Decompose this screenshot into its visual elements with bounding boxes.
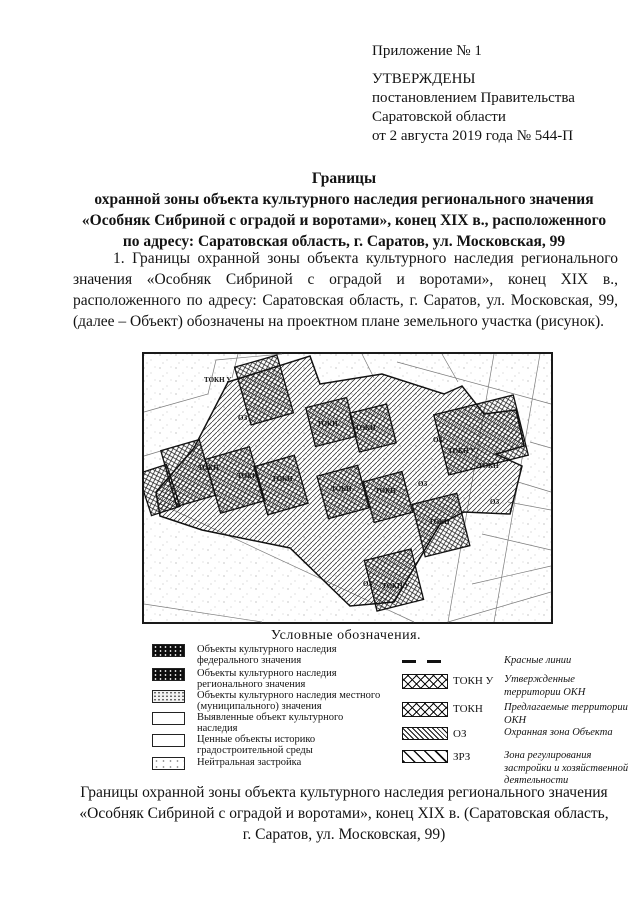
title-line: охранной зоны объекта культурного наследия регионального значения (94, 191, 594, 208)
diagonal-hatch-wide-swatch-icon (402, 750, 448, 763)
regional-okn-swatch-icon (152, 668, 185, 681)
map-label: ТОКН (331, 485, 352, 493)
title-line: по адресу: Саратовская область, г. Саратов, ул. Московская, 99 (122, 233, 566, 250)
dashed-line-icon (402, 660, 448, 663)
map-label: ТОКН (478, 462, 499, 470)
figure-caption (70, 782, 618, 845)
legend-item-oz (402, 727, 629, 740)
map-label: ТОКН У (382, 582, 410, 590)
map-label: ОЗ (433, 436, 443, 444)
diagonal-hatch-swatch-icon (402, 727, 448, 740)
legend-code: ТОКН У (453, 675, 494, 687)
body-paragraph: 1. Границы охранной зоны объекта культурного наследия регионального значения «Особняк Сибриной с оградой и воротами», конец XIX в., расположенного по адресу: Саратовская область, г. Саратов, ул. Московская, 99, (далее – Объект) обозначены на проектном плане земельного участка (рисунок). (73, 250, 618, 330)
legend-item-label: Объекты культурного наследия регионального значения (197, 668, 337, 690)
legend-item-label: Выявленные объект культурного наследия (197, 712, 344, 734)
legend-code: ЗРЗ (453, 751, 471, 763)
map-label: ОЗ (363, 580, 373, 588)
map-label: ОЗ (418, 480, 428, 488)
map-label: ТОКН (429, 518, 450, 526)
legend-item-label: Предлагаемые территории ОКН (504, 702, 628, 726)
figure-caption-line: Границы охранной зоны объекта культурного наследия регионального значения (80, 784, 608, 801)
crosshatch-swatch-icon (402, 702, 448, 717)
legend-item-valuable-objects (152, 734, 382, 756)
legend-item-identified-okn (152, 712, 382, 734)
map-label: ТОКН У (448, 447, 476, 455)
neutral-buildings-swatch-icon (152, 757, 185, 770)
site-plan-figure (142, 352, 553, 624)
municipal-okn-swatch-icon (152, 690, 185, 703)
map-label: ТОКН (375, 487, 396, 495)
legend-item-label: Объекты культурного наследия местного (муниципального) значения (197, 690, 381, 712)
legend-item-neutral-buildings (152, 757, 382, 770)
map-label: ТОКН (237, 472, 258, 480)
legend-item-label: Охранная зона Объекта (504, 727, 613, 738)
legend-item-red-lines (402, 655, 629, 668)
legend-item-label: Красные линии (504, 655, 572, 666)
legend-item-tokn-u (402, 674, 629, 699)
identified-okn-swatch-icon (152, 712, 185, 725)
map-label: ОЗ (490, 498, 500, 506)
legend-item-label: Ценные объекты историко градостроительной среды (197, 734, 316, 756)
appendix-label: Приложение № 1 (372, 43, 482, 59)
approval-block (372, 42, 575, 146)
legend-item-label: Зона регулирования застройки и хозяйственной деятельности (504, 750, 629, 786)
approval-line: Саратовской области (372, 109, 506, 125)
approval-line: от 2 августа 2019 года № 544-П (372, 128, 574, 144)
document-title (70, 168, 618, 252)
legend-item-label: Объекты культурного наследия федерального значения (197, 644, 337, 666)
legend-code: ТОКН (453, 703, 483, 715)
legend-item-regional-okn (152, 668, 382, 690)
site-plan-map (142, 352, 553, 624)
approval-line: постановлением Правительства (372, 90, 575, 106)
map-label: ТОКН (317, 420, 338, 428)
legend-code: ОЗ (453, 728, 467, 740)
legend-item-federal-okn (152, 644, 382, 666)
title-line: «Особняк Сибриной с оградой и воротами», конец XIX в., расположенного (81, 212, 607, 229)
legend-item-municipal-okn (152, 690, 382, 712)
map-label: ТОКН (355, 424, 376, 432)
map-label: ТОКН У (204, 376, 232, 384)
title-line: Границы (311, 170, 377, 187)
map-label: ОЗ (238, 414, 248, 422)
legend-item-label: Нейтральная застройка (197, 757, 302, 768)
valuable-objects-swatch-icon (152, 734, 185, 747)
legend-caption: Условные обозначения. (270, 628, 422, 643)
figure-caption-line: г. Саратов, ул. Московская, 99) (242, 826, 446, 843)
approval-line: УТВЕРЖДЕНЫ (372, 71, 476, 87)
legend-item-tokn (402, 702, 629, 727)
crosshatch-swatch-icon (402, 674, 448, 689)
map-label: ТОКН (198, 464, 219, 472)
legend-code (453, 655, 499, 656)
map-label: ТОКН (272, 475, 293, 483)
federal-okn-swatch-icon (152, 644, 185, 657)
figure-caption-line: «Особняк Сибриной с оградой и воротами», конец XIX в. (Саратовская область, (79, 805, 609, 822)
legend-item-label: Утвержденные территории ОКН (504, 674, 586, 698)
